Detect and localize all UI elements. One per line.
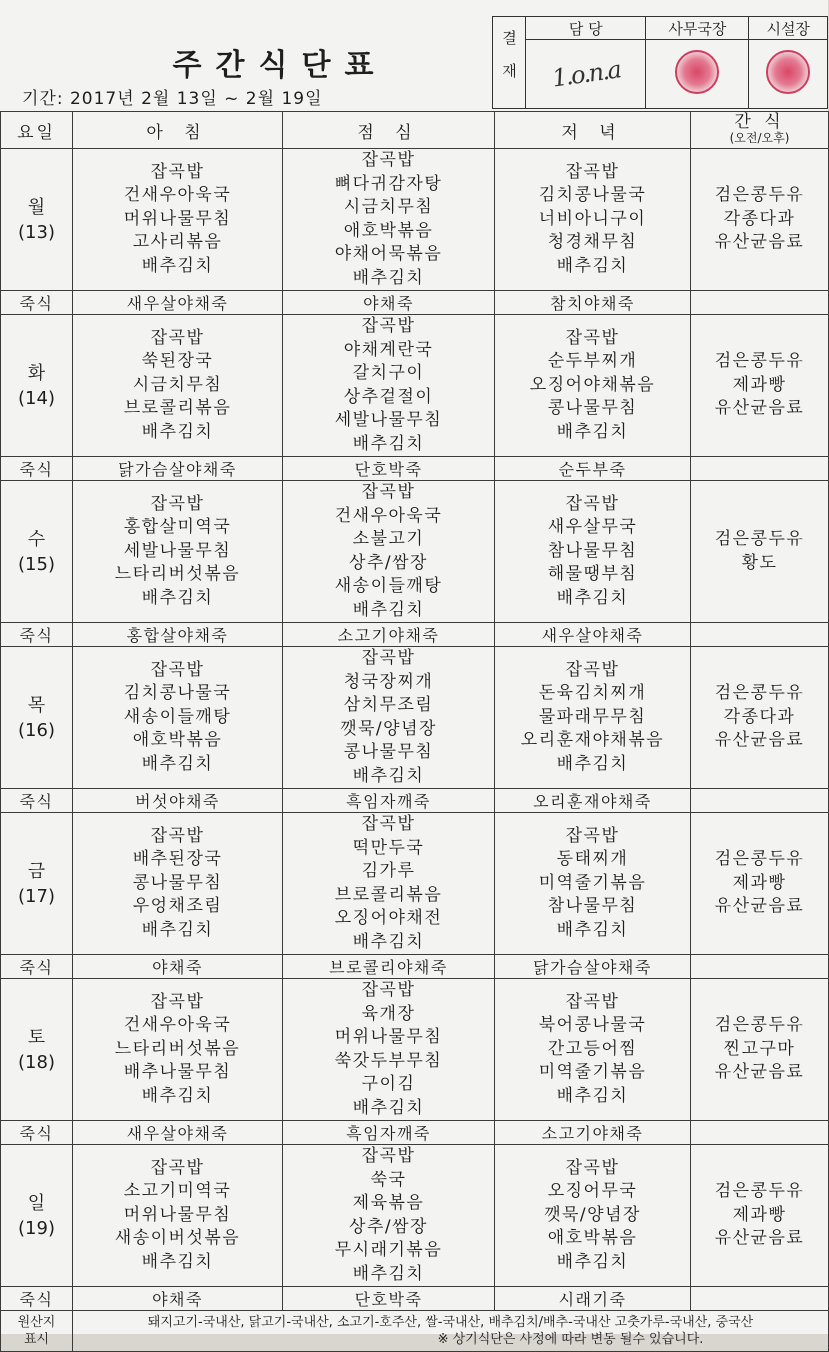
porridge-item: 순두부죽 (495, 457, 691, 481)
snack-item: 검은콩두유 (714, 849, 805, 870)
lunch-item: 건새우아욱국 (334, 505, 443, 526)
dinner-item: 배추김치 (556, 753, 629, 774)
porridge-item: 오리훈재야채죽 (495, 789, 691, 813)
approval-role-director: 시설장 (749, 17, 828, 40)
lunch-item: 세발나물무침 (334, 410, 443, 430)
porridge-snack-empty (691, 623, 829, 647)
dinner-item: 청경채무침 (547, 232, 638, 253)
origin-line-2: ※ 상기식단은 사정에 따라 변동 될수 있습니다. (437, 1332, 704, 1347)
day-name: 토 (27, 1026, 46, 1048)
breakfast-item: 느타리버섯볶음 (114, 1038, 241, 1059)
origin-label (1, 1311, 73, 1352)
lunch-cell (283, 647, 495, 789)
lunch-cell (283, 1145, 495, 1287)
dinner-item: 미역줄기볶음 (538, 1062, 647, 1083)
porridge-item: 버섯야채죽 (73, 789, 283, 813)
red-stamp-icon (675, 50, 719, 94)
porridge-row (1, 1287, 829, 1311)
breakfast-item: 새송이버섯볶음 (114, 1228, 241, 1249)
lunch-item: 배추김치 (352, 1097, 425, 1118)
snack-item: 검은콩두유 (714, 1181, 805, 1202)
porridge-item: 새우살야채죽 (73, 291, 283, 315)
dinner-item: 배추김치 (556, 421, 629, 442)
snack-item: 각종다과 (723, 706, 796, 727)
breakfast-item: 시금치무침 (132, 374, 223, 395)
porridge-label: 죽식 (1, 955, 73, 979)
porridge-snack-empty (691, 291, 829, 315)
breakfast-item: 배추김치 (141, 919, 214, 940)
dinner-cell (495, 315, 691, 457)
page-title: 주간식단표 (172, 48, 388, 83)
dinner-item: 배추김치 (556, 587, 629, 608)
lunch-item: 갈치구이 (352, 363, 425, 383)
dinner-item: 순두부찌개 (547, 351, 638, 372)
breakfast-item: 건새우아욱국 (123, 185, 232, 206)
approval-box (492, 16, 828, 109)
snack-item: 제과빵 (732, 872, 787, 893)
snack-item: 검은콩두유 (714, 529, 805, 549)
breakfast-item: 배추김치 (141, 421, 214, 442)
lunch-cell (283, 481, 495, 623)
day-name: 금 (27, 860, 46, 882)
porridge-item: 야채죽 (73, 955, 283, 979)
porridge-item: 새우살야채죽 (73, 1121, 283, 1145)
breakfast-item: 세발나물무침 (123, 540, 232, 561)
dinner-item: 잡곡밥 (565, 1157, 620, 1178)
breakfast-item: 김치콩나물국 (123, 683, 232, 704)
lunch-item: 야채어묵볶음 (334, 244, 443, 264)
dinner-item: 배추김치 (556, 919, 629, 940)
dinner-item: 미역줄기볶음 (538, 872, 647, 893)
snack-item: 검은콩두유 (714, 683, 805, 704)
porridge-item: 닭가슴살야채죽 (73, 457, 283, 481)
approval-role-manager: 담 당 (526, 17, 646, 40)
lunch-item: 잡곡밥 (361, 150, 416, 170)
day-row (1, 1145, 829, 1287)
day-row (1, 979, 829, 1121)
dinner-item: 너비아니구이 (538, 208, 647, 229)
header-breakfast: 아 침 (73, 112, 283, 149)
breakfast-item: 느타리버섯볶음 (114, 564, 241, 585)
porridge-item: 시래기죽 (495, 1287, 691, 1311)
day-date: (13) (18, 221, 55, 243)
dinner-cell (495, 481, 691, 623)
dinner-item: 돈육김치찌개 (538, 683, 647, 704)
red-stamp-icon (766, 50, 810, 94)
breakfast-cell (73, 979, 283, 1121)
porridge-item: 야채죽 (73, 1287, 283, 1311)
lunch-item: 깻묵/양념장 (340, 718, 437, 739)
header-row (1, 112, 829, 149)
porridge-item: 흑임자깨죽 (283, 789, 495, 813)
origin-label-2: 표시 (23, 1332, 50, 1347)
day-row (1, 647, 829, 789)
breakfast-cell (73, 813, 283, 955)
breakfast-cell (73, 481, 283, 623)
breakfast-item: 브로콜리볶음 (123, 398, 232, 419)
breakfast-item: 우엉채조림 (132, 896, 223, 917)
dinner-item: 오리훈재야채볶음 (520, 730, 665, 751)
porridge-item: 소고기야채죽 (283, 623, 495, 647)
breakfast-item: 머위나물무침 (123, 1204, 232, 1225)
lunch-item: 배추김치 (352, 599, 425, 620)
dinner-item: 애호박볶음 (547, 1228, 638, 1249)
porridge-item: 브로콜리야채죽 (283, 955, 495, 979)
day-row (1, 315, 829, 457)
dinner-item: 잡곡밥 (565, 161, 620, 182)
dinner-item: 북어콩나물국 (538, 1015, 647, 1036)
day-label (1, 149, 73, 291)
day-date: (16) (18, 719, 55, 741)
breakfast-item: 배추김치 (141, 753, 214, 774)
menu-body (1, 149, 829, 1311)
origin-line-1: 돼지고기-국내산, 닭고기-국내산, 소고기-호주산, 쌀-국내산, 배추김치/배추-국내산 고춧가루-국내산, 중국산 (147, 1315, 754, 1330)
lunch-item: 무시래기볶음 (334, 1240, 443, 1260)
breakfast-item: 애호박볶음 (132, 730, 223, 751)
stamp-cell-secretary (646, 40, 749, 109)
lunch-item: 잡곡밥 (361, 814, 416, 834)
breakfast-item: 배추김치 (141, 587, 214, 608)
lunch-item: 잡곡밥 (361, 482, 416, 502)
handwritten-signature: 1.o.n.a (550, 55, 622, 93)
lunch-item: 잡곡밥 (361, 648, 416, 668)
breakfast-item: 건새우아욱국 (123, 1015, 232, 1036)
breakfast-item: 쑥된장국 (141, 351, 214, 372)
snack-item: 황도 (741, 552, 778, 573)
day-row (1, 813, 829, 955)
origin-text (73, 1311, 829, 1352)
dinner-cell (495, 979, 691, 1121)
porridge-item: 야채죽 (283, 291, 495, 315)
breakfast-item: 새송이들깨탕 (123, 706, 232, 727)
dinner-item: 잡곡밥 (565, 659, 620, 680)
lunch-item: 배추김치 (352, 267, 425, 288)
day-date: (17) (18, 885, 55, 907)
breakfast-item: 배추나물무침 (123, 1062, 232, 1083)
dinner-item: 오징어야채볶음 (529, 374, 656, 395)
header-snack-label: 간 식 (734, 112, 785, 132)
origin-row (1, 1311, 829, 1352)
porridge-row (1, 1121, 829, 1145)
day-name: 목 (27, 694, 46, 716)
snack-item: 유산균음료 (714, 1062, 805, 1083)
day-row (1, 149, 829, 291)
lunch-item: 잡곡밥 (361, 1146, 416, 1166)
dinner-item: 배추김치 (556, 1085, 629, 1106)
dinner-item: 동태찌개 (556, 849, 629, 870)
day-label (1, 979, 73, 1121)
porridge-item: 흑임자깨죽 (283, 1121, 495, 1145)
lunch-item: 뼈다귀감자탕 (334, 173, 443, 194)
dinner-item: 잡곡밥 (565, 327, 620, 348)
day-row (1, 481, 829, 623)
day-name: 일 (27, 1192, 46, 1214)
porridge-label: 죽식 (1, 1121, 73, 1145)
lunch-item: 구이김 (361, 1074, 416, 1094)
breakfast-item: 배추김치 (141, 1085, 214, 1106)
dinner-item: 해물땡부침 (547, 564, 638, 585)
approval-role-secretary: 사무국장 (646, 17, 749, 40)
header-day: 요일 (1, 112, 73, 149)
lunch-item: 쑥갓두부무침 (334, 1050, 443, 1071)
snack-cell (691, 647, 829, 789)
lunch-item: 청국장찌개 (343, 671, 434, 692)
dinner-item: 잡곡밥 (565, 825, 620, 846)
lunch-item: 머위나물무침 (334, 1027, 443, 1047)
porridge-item: 단호박죽 (283, 457, 495, 481)
porridge-item: 단호박죽 (283, 1287, 495, 1311)
snack-item: 제과빵 (732, 1204, 787, 1225)
porridge-row (1, 623, 829, 647)
signature-cell (526, 40, 646, 109)
breakfast-item: 잡곡밥 (150, 327, 205, 348)
dinner-item: 잡곡밥 (565, 493, 620, 514)
lunch-item: 제육볶음 (352, 1193, 425, 1213)
stamp-cell-director (749, 40, 828, 109)
lunch-item: 배추김치 (352, 765, 425, 786)
approval-label: 결재 (493, 17, 526, 109)
header-snack (691, 112, 829, 149)
porridge-row (1, 457, 829, 481)
dinner-item: 잡곡밥 (565, 991, 620, 1012)
breakfast-item: 콩나물무침 (132, 872, 223, 893)
porridge-snack-empty (691, 955, 829, 979)
lunch-item: 쑥국 (370, 1169, 407, 1190)
lunch-item: 야채계란국 (343, 339, 434, 360)
porridge-item: 홍합살야채죽 (73, 623, 283, 647)
snack-item: 유산균음료 (714, 232, 805, 253)
porridge-label: 죽식 (1, 1287, 73, 1311)
dinner-item: 참나물무침 (547, 540, 638, 561)
day-label (1, 647, 73, 789)
snack-item: 유산균음료 (714, 730, 805, 751)
snack-item: 유산균음료 (714, 896, 805, 917)
day-date: (14) (18, 387, 55, 409)
porridge-label: 죽식 (1, 789, 73, 813)
day-date: (18) (18, 1051, 55, 1073)
snack-cell (691, 979, 829, 1121)
weekly-menu-table (0, 111, 829, 1352)
lunch-item: 콩나물무침 (343, 742, 434, 762)
breakfast-cell (73, 315, 283, 457)
breakfast-item: 잡곡밥 (150, 991, 205, 1012)
lunch-item: 삼치무조림 (343, 695, 434, 715)
porridge-item: 새우살야채죽 (495, 623, 691, 647)
snack-cell (691, 481, 829, 623)
porridge-snack-empty (691, 1287, 829, 1311)
snack-cell (691, 1145, 829, 1287)
porridge-label: 죽식 (1, 291, 73, 315)
dinner-item: 김치콩나물국 (538, 185, 647, 206)
lunch-item: 육개장 (361, 1003, 416, 1024)
snack-cell (691, 149, 829, 291)
porridge-row (1, 789, 829, 813)
snack-item: 유산균음료 (714, 1228, 805, 1249)
dinner-item: 오징어무국 (547, 1181, 638, 1202)
porridge-snack-empty (691, 457, 829, 481)
breakfast-item: 배추김치 (141, 255, 214, 276)
snack-cell (691, 813, 829, 955)
porridge-row (1, 955, 829, 979)
dinner-item: 간고등어찜 (547, 1038, 638, 1059)
day-label (1, 813, 73, 955)
dinner-cell (495, 647, 691, 789)
dinner-item: 배추김치 (556, 255, 629, 276)
breakfast-item: 잡곡밥 (150, 161, 205, 182)
dinner-item: 물파래무무침 (538, 706, 647, 727)
snack-item: 검은콩두유 (714, 351, 805, 372)
porridge-snack-empty (691, 789, 829, 813)
lunch-item: 김가루 (361, 861, 416, 881)
origin-label-1: 원산지 (17, 1315, 56, 1330)
breakfast-cell (73, 647, 283, 789)
lunch-item: 상추겉절이 (343, 386, 434, 407)
lunch-item: 배추김치 (352, 433, 425, 454)
porridge-item: 닭가슴살야채죽 (495, 955, 691, 979)
lunch-item: 애호박볶음 (343, 220, 434, 241)
lunch-item: 배추김치 (352, 931, 425, 952)
porridge-item: 참치야채죽 (495, 291, 691, 315)
lunch-cell (283, 979, 495, 1121)
dinner-cell (495, 813, 691, 955)
lunch-item: 새송이들깨탕 (334, 576, 443, 596)
dinner-cell (495, 1145, 691, 1287)
breakfast-item: 잡곡밥 (150, 825, 205, 846)
lunch-item: 배추김치 (352, 1263, 425, 1284)
lunch-cell (283, 149, 495, 291)
day-label (1, 315, 73, 457)
period-text: 기간: 2017년 2월 13일 ~ 2월 19일 (22, 89, 323, 109)
snack-item: 제과빵 (732, 374, 787, 395)
breakfast-item: 고사리볶음 (132, 232, 223, 253)
snack-item: 각종다과 (723, 208, 796, 229)
dinner-cell (495, 149, 691, 291)
lunch-cell (283, 813, 495, 955)
dinner-item: 새우살무국 (547, 517, 638, 538)
snack-item: 유산균음료 (714, 398, 805, 419)
lunch-item: 잡곡밥 (361, 316, 416, 336)
header-snack-sub: (오전/오후) (729, 131, 790, 145)
day-date: (19) (18, 1217, 55, 1239)
breakfast-item: 잡곡밥 (150, 1157, 205, 1178)
lunch-cell (283, 315, 495, 457)
porridge-snack-empty (691, 1121, 829, 1145)
dinner-item: 콩나물무침 (547, 398, 638, 419)
day-label (1, 481, 73, 623)
porridge-label: 죽식 (1, 623, 73, 647)
breakfast-item: 잡곡밥 (150, 493, 205, 514)
dinner-item: 배추김치 (556, 1251, 629, 1272)
porridge-item: 소고기야채죽 (495, 1121, 691, 1145)
lunch-item: 시금치무침 (343, 197, 434, 217)
snack-item: 검은콩두유 (714, 1015, 805, 1036)
breakfast-item: 소고기미역국 (123, 1181, 232, 1202)
day-name: 수 (27, 528, 46, 550)
dinner-item: 깻묵/양념장 (544, 1204, 641, 1225)
day-name: 월 (27, 196, 46, 218)
lunch-item: 잡곡밥 (361, 980, 416, 1000)
lunch-item: 브로콜리볶음 (334, 884, 443, 905)
day-date: (15) (18, 553, 55, 575)
porridge-label: 죽식 (1, 457, 73, 481)
snack-item: 찐고구마 (723, 1038, 796, 1059)
lunch-item: 떡만두국 (352, 837, 425, 858)
lunch-item: 상추/쌈장 (349, 1216, 428, 1237)
porridge-row (1, 291, 829, 315)
day-name: 화 (27, 362, 46, 384)
dinner-item: 참나물무침 (547, 896, 638, 917)
breakfast-item: 머위나물무침 (123, 208, 232, 229)
snack-cell (691, 315, 829, 457)
day-label (1, 1145, 73, 1287)
breakfast-item: 잡곡밥 (150, 659, 205, 680)
header-lunch: 점 심 (283, 112, 495, 149)
lunch-item: 소불고기 (352, 529, 425, 549)
lunch-item: 오징어야채전 (334, 908, 443, 928)
breakfast-item: 배추된장국 (132, 849, 223, 870)
lunch-item: 상추/쌈장 (349, 552, 428, 573)
breakfast-cell (73, 149, 283, 291)
snack-item: 검은콩두유 (714, 185, 805, 206)
breakfast-cell (73, 1145, 283, 1287)
header-dinner: 저 녁 (495, 112, 691, 149)
breakfast-item: 배추김치 (141, 1251, 214, 1272)
breakfast-item: 홍합살미역국 (123, 517, 232, 538)
